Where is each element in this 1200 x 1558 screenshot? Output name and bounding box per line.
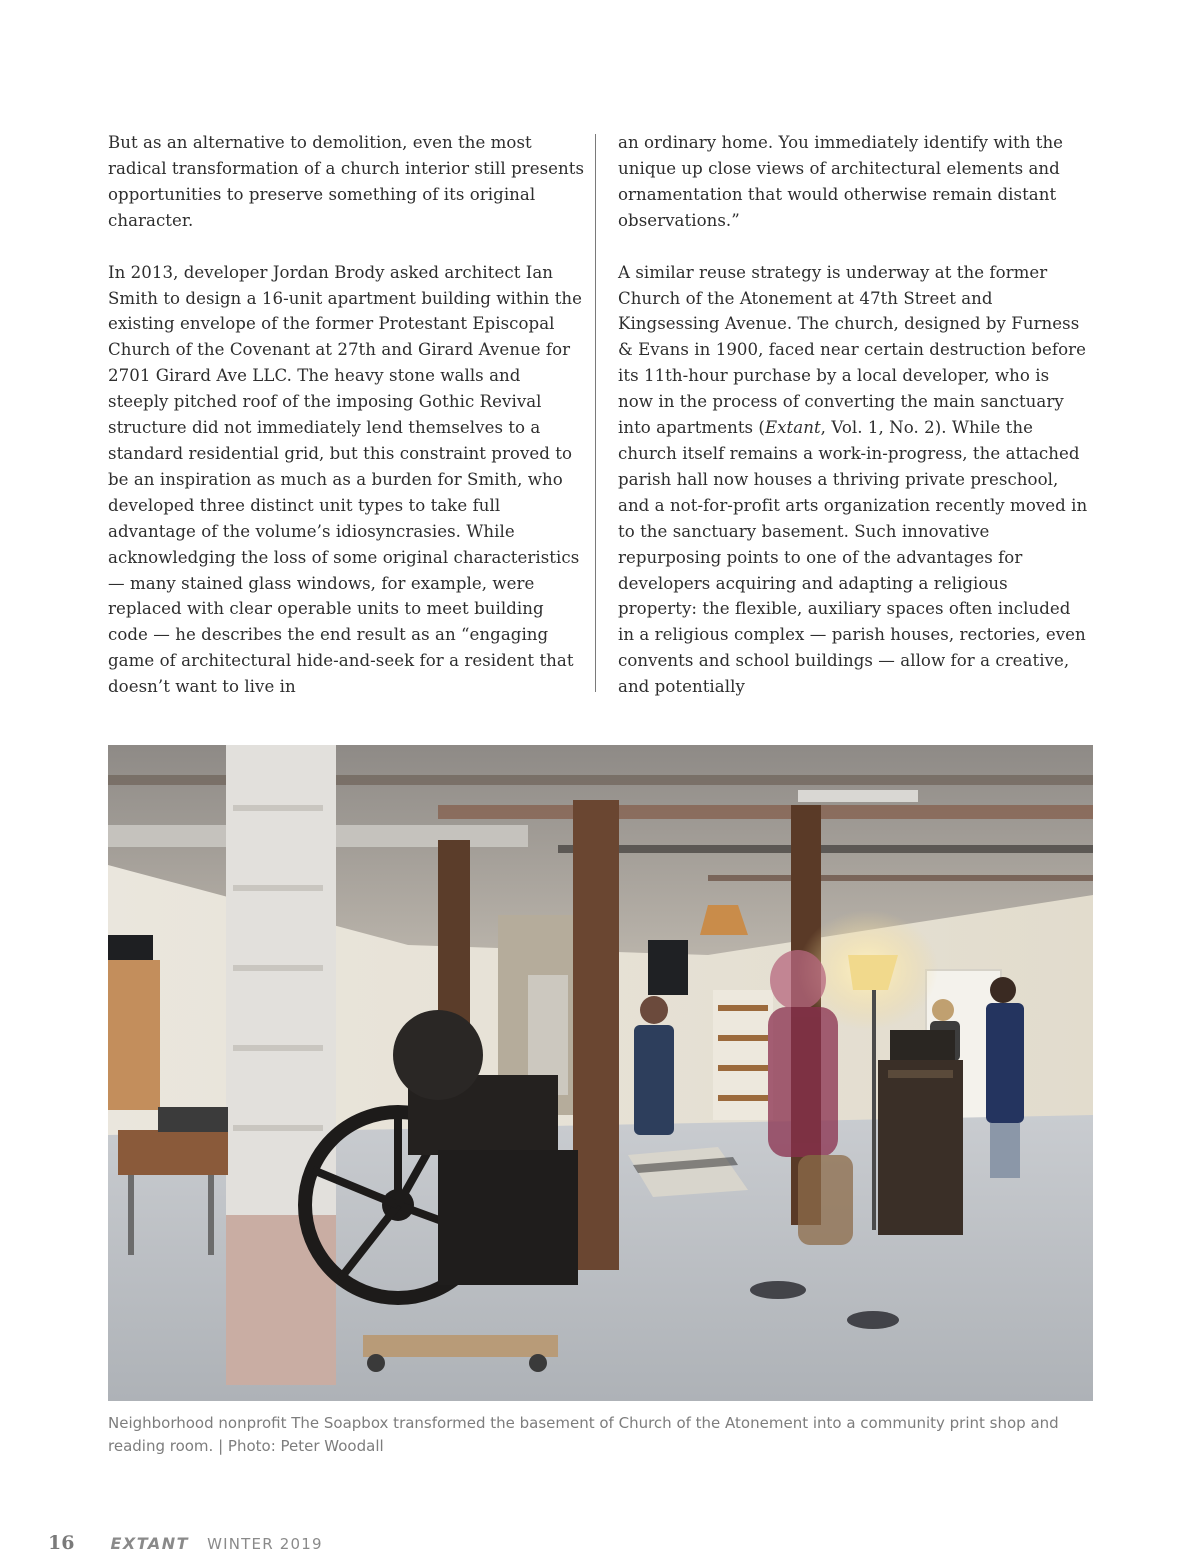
- paragraph-text: , Vol. 1, No. 2). While the church itself remains a work-in-progress, the attached parish hall now houses a thriving private preschool, and a not-for-profit arts organization recently moved in to the sanctuary basement. Such innovative repurposing points to one of the advantages for developers acquiring and adapting a religious property: the flexible, auxiliary spaces often included in a religious complex — parish houses, rectories, even convents and school buildings — allow for a creative, and potentially: [618, 418, 1088, 697]
- article-paragraph: [618, 260, 1088, 700]
- issue-label: WINTER 2019: [207, 1535, 323, 1553]
- page-number: 16: [48, 1532, 75, 1554]
- photo-caption: Neighborhood nonprofit The Soapbox transformed the basement of Church of the Atonement into a community print shop and reading room. | Photo: Peter Woodall: [108, 1414, 1059, 1455]
- publication-italic: Extant: [764, 418, 821, 438]
- page-footer: [48, 1532, 323, 1556]
- publication-name: EXTANT: [110, 1534, 190, 1553]
- article-paragraph: an ordinary home. You immediately identify with the unique up close views of architectural elements and ornamentation that would otherwise remain distant observations.”: [618, 133, 1064, 230]
- article-column-right: [618, 130, 1088, 726]
- article-paragraph: But as an alternative to demolition, even the most radical transformation of a church interior still presents opportunities to preserve something of its original character.: [108, 133, 585, 230]
- column-divider: [595, 134, 596, 692]
- print-shop-photo: [108, 745, 1093, 1401]
- article-column-left: [108, 130, 586, 726]
- article-paragraph: In 2013, developer Jordan Brody asked architect Ian Smith to design a 16-unit apartment building within the existing envelope of the former Protestant Episcopal Church of the Covenant at 27th and Girard Avenue for 2701 Girard Ave LLC. The heavy stone walls and steeply pitched roof of the imposing Gothic Revival structure did not immediately lend themselves to a standard residential grid, but this constraint proved to be an inspiration as much as a burden for Smith, who developed three distinct unit types to take full advantage of the volume’s idiosyncrasies. While acknowledging the loss of some original characteristics — many stained glass windows, for example, were replaced with clear operable units to meet building code — he describes the end result as an “engaging game of architectural hide-and-seek for a resident that doesn’t want to live in: [108, 262, 583, 697]
- paragraph-text: A similar reuse strategy is underway at the former Church of the Atonement at 47th Street and Kingsessing Avenue. The church, designed by Furness & Evans in 1900, faced near certain destruction before its 11th-hour purchase by a local developer, who is now in the process of converting the main sanctuary into apartments (: [618, 262, 1086, 438]
